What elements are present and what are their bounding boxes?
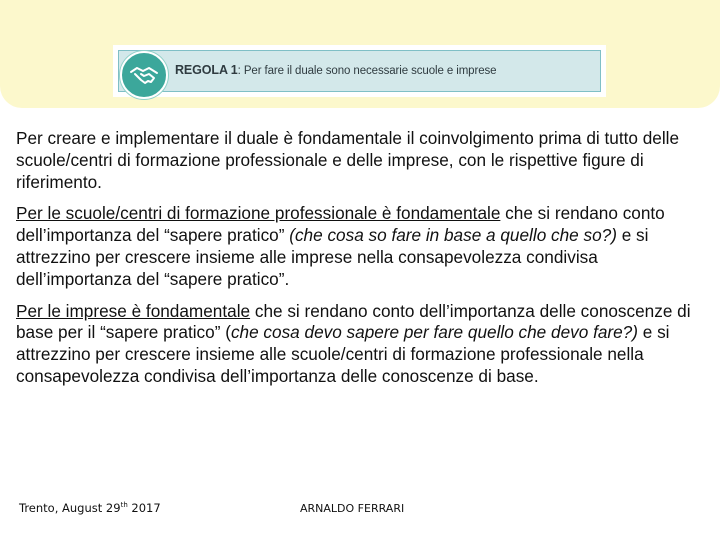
rule-label: REGOLA 1 [175,63,238,77]
rule-banner [113,45,606,97]
paragraph-3-italic: che cosa devo sapere per fare quello che devo fare?) [230,322,638,343]
paragraph-3-text-b: e si attrezzino per crescere insieme alle scuole/centri di formazione professionale nella consapevolezza condivisa dell’importanza delle conoscenze di base. [16,322,670,386]
footer-date-prefix: Trento, August 29 [19,501,121,515]
paragraph-1: Per creare e implementare il duale è fondamentale il coinvolgimento prima di tutto delle scuole/centri di formazione professionale e delle imprese, con le rispettive figure di riferimento. [16,128,680,192]
footer-place-date [19,501,161,515]
rule-description: : Per fare il duale sono necessarie scuole e imprese [237,65,497,77]
paragraph-3-underlined: Per le imprese è fondamentale [16,300,251,321]
paragraph-2-underlined: Per le scuole/centri di formazione professionale è fondamentale [16,203,501,224]
paragraph-2-italic: (che cosa so fare in base a quello che so?) [289,225,617,246]
footer-year: 2017 [127,501,161,515]
main-text [16,128,701,398]
footer-date-suffix: th [120,501,128,510]
paragraph-2-text-a: che si rendano conto dell’importanza del “sapere pratico” [16,203,665,246]
rule-title [175,63,496,77]
footer-author: ARNALDO FERRARI [300,502,405,515]
paragraph-2-text-b: e si attrezzino per crescere insieme alle imprese nella consapevolezza condivisa dell’importanza del “sapere pratico”. [16,225,649,289]
paragraph-3-text-a: che si rendano conto dell’importanza delle conoscenze di base per il “sapere pratico” ( [16,300,691,343]
paragraph-2 [16,203,701,290]
paragraph-3 [16,301,701,388]
handshake-icon [120,51,168,99]
